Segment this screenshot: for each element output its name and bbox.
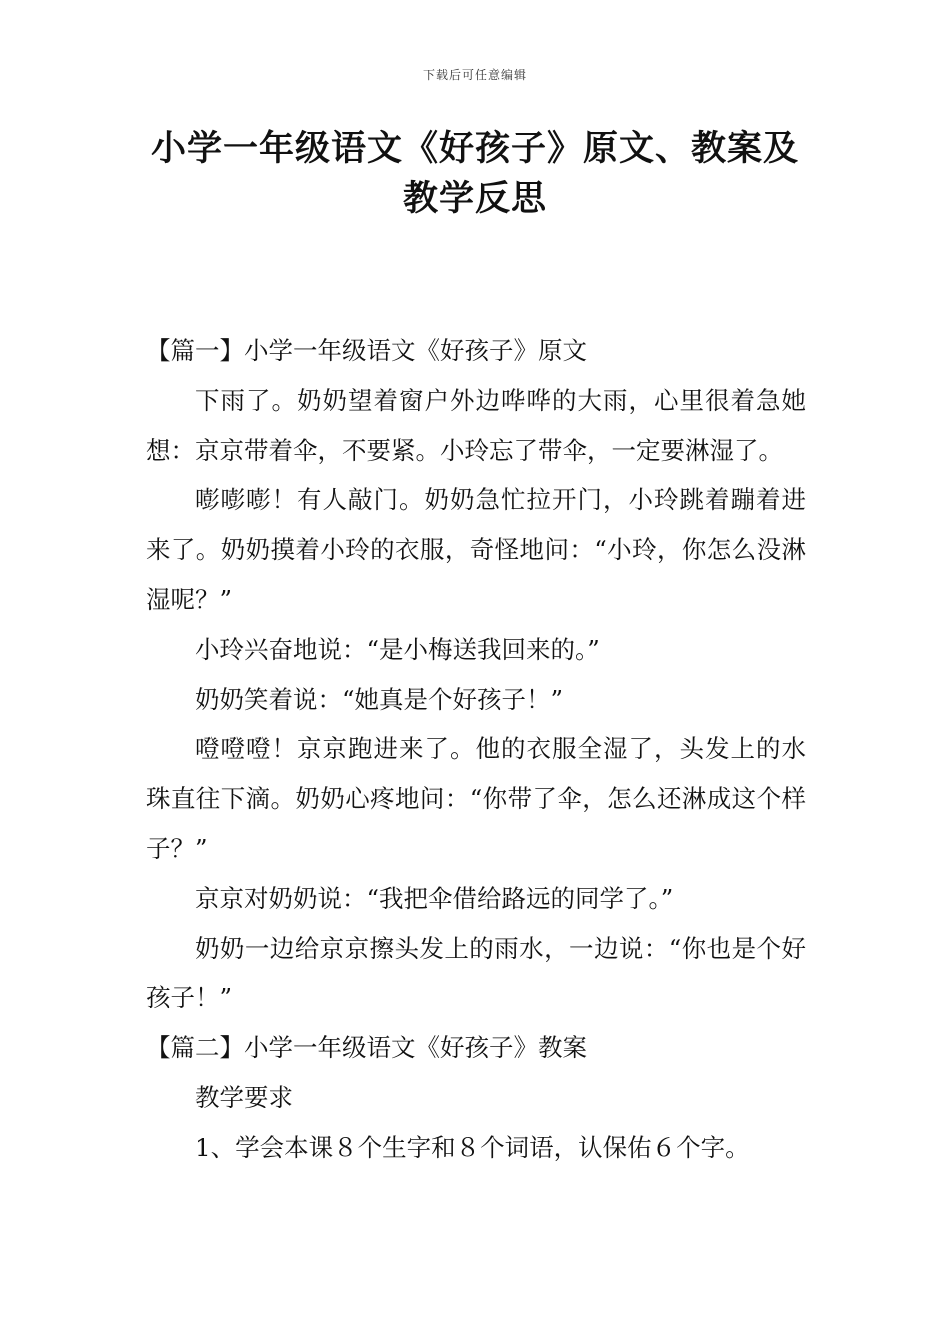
list-item: 1、学会本课８个生字和８个词语，认保佑６个字。 — [195, 1132, 750, 1162]
section-heading-2: 【篇二】小学一年级语文《好孩子》教案 — [146, 1033, 587, 1063]
header-note: 下载后可任意编辑 — [422, 68, 527, 82]
paragraph: 京京对奶奶说：“我把伞借给路远的同学了。” — [195, 883, 674, 913]
section-heading-1: 【篇一】小学一年级语文《好孩子》原文 — [146, 336, 587, 365]
paragraph: 下雨了。奶奶望着窗户外边哗哗的大雨，心里很着急她想：京京带着伞，不要紧。小玲忘了带伞，一定要淋湿了。 — [146, 385, 806, 465]
subheading: 教学要求 — [195, 1082, 293, 1112]
paragraph: 小玲兴奋地说：“是小梅送我回来的。” — [195, 634, 600, 664]
document-body — [146, 326, 806, 1173]
paragraph: 噔噔噔！京京跑进来了。他的衣服全湿了，头发上的水珠直往下滴。奶奶心疼地问：“你带了伞，怎么还淋成这个样子？” — [146, 734, 806, 863]
paragraph: 奶奶一边给京京擦头发上的雨水，一边说：“你也是个好孩子！” — [146, 933, 806, 1013]
title-line-1: 小学一年级语文《好孩子》原文、教案及 — [150, 129, 799, 169]
paragraph: 嘭嘭嘭！有人敲门。奶奶急忙拉开门，小玲跳着蹦着进来了。奶奶摸着小玲的衣服，奇怪地问：“小玲，你怎么没淋湿呢？” — [146, 485, 806, 614]
document-title — [110, 124, 840, 224]
paragraph: 奶奶笑着说：“她真是个好孩子！” — [195, 684, 564, 714]
title-line-2: 教学反思 — [402, 179, 547, 219]
